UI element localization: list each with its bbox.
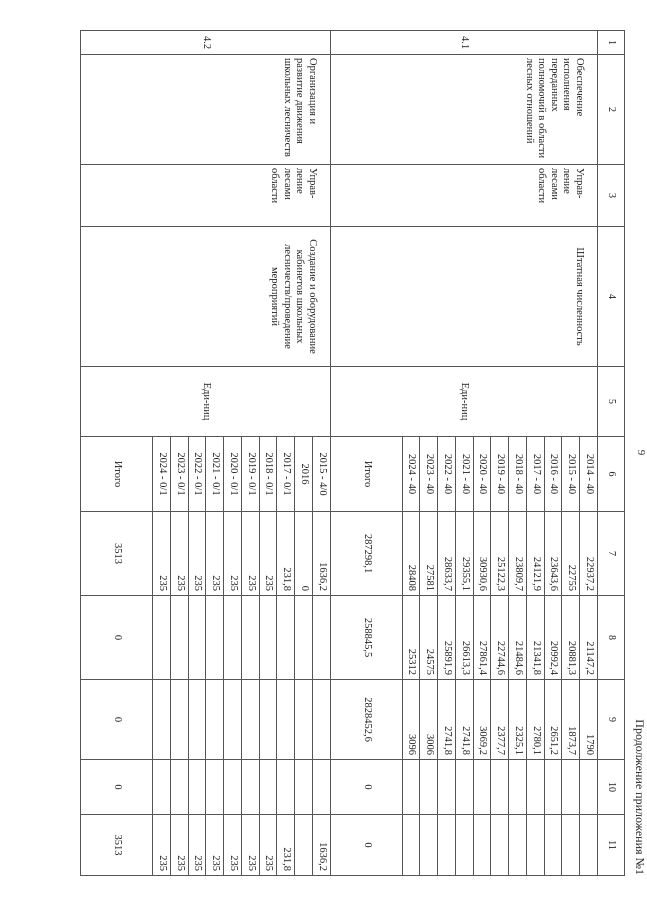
unit: Еди-ниц bbox=[330, 367, 597, 437]
federal-cost bbox=[259, 596, 277, 680]
federal-cost bbox=[242, 596, 260, 680]
local-cost bbox=[313, 760, 331, 815]
other-cost: 3513 bbox=[81, 815, 153, 876]
federal-cost bbox=[313, 596, 331, 680]
local-cost bbox=[153, 760, 171, 815]
local-cost bbox=[562, 760, 580, 815]
year-value: 2022 - 0/1 bbox=[188, 437, 206, 512]
regional-cost: 2741,8 bbox=[456, 680, 474, 760]
total-cost: 1636,2 bbox=[313, 512, 331, 596]
total-cost: 287298,1 bbox=[330, 512, 402, 596]
year-value: 2020 - 0/1 bbox=[224, 437, 242, 512]
year-value: 2015 - 40 bbox=[562, 437, 580, 512]
regional-cost: 2780,1 bbox=[527, 680, 545, 760]
page-number: 9 bbox=[635, 449, 647, 456]
federal-cost: 25312 bbox=[402, 596, 420, 680]
federal-cost bbox=[277, 596, 295, 680]
regional-cost bbox=[295, 680, 313, 760]
total-label: Итого bbox=[81, 437, 153, 512]
regional-cost: 2377,7 bbox=[491, 680, 509, 760]
other-cost: 231,8 bbox=[277, 815, 295, 876]
column-number-4: 4 bbox=[598, 227, 625, 367]
local-cost: 0 bbox=[330, 760, 402, 815]
column-number-2: 2 bbox=[598, 55, 625, 165]
other-cost: 235 bbox=[188, 815, 206, 876]
column-number-8: 8 bbox=[598, 596, 625, 680]
year-value: 2019 - 0/1 bbox=[242, 437, 260, 512]
local-cost bbox=[224, 760, 242, 815]
column-number-1: 1 bbox=[598, 31, 625, 55]
total-cost: 24121,9 bbox=[527, 512, 545, 596]
local-cost bbox=[295, 760, 313, 815]
other-cost bbox=[473, 815, 491, 876]
regional-cost: 1790 bbox=[580, 680, 598, 760]
local-cost bbox=[171, 760, 189, 815]
local-cost bbox=[438, 760, 456, 815]
total-label: Итого bbox=[330, 437, 402, 512]
total-cost: 0 bbox=[295, 512, 313, 596]
federal-cost: 20992,4 bbox=[544, 596, 562, 680]
indicator: Создание и оборудование кабинетов школьных лесничеств/проведение мероприятий bbox=[81, 227, 331, 367]
section-number: 4.1 bbox=[330, 31, 597, 55]
total-cost: 235 bbox=[171, 512, 189, 596]
other-cost: 235 bbox=[153, 815, 171, 876]
regional-cost bbox=[277, 680, 295, 760]
other-cost: 235 bbox=[171, 815, 189, 876]
continuation-header: Продолжение приложения №1 bbox=[633, 719, 647, 875]
column-number-10: 10 bbox=[598, 760, 625, 815]
local-cost bbox=[509, 760, 527, 815]
year-value: 2017 - 0/1 bbox=[277, 437, 295, 512]
federal-cost: 0 bbox=[81, 596, 153, 680]
regional-cost: 1873,7 bbox=[562, 680, 580, 760]
other-cost bbox=[562, 815, 580, 876]
other-cost bbox=[527, 815, 545, 876]
federal-cost bbox=[295, 596, 313, 680]
local-cost bbox=[491, 760, 509, 815]
year-value: 2016 - 40 bbox=[544, 437, 562, 512]
column-number-11: 11 bbox=[598, 815, 625, 876]
other-cost bbox=[295, 815, 313, 876]
other-cost bbox=[402, 815, 420, 876]
regional-cost bbox=[153, 680, 171, 760]
column-number-9: 9 bbox=[598, 680, 625, 760]
executor: Управ-ление лесами области bbox=[81, 165, 331, 227]
total-cost: 25122,3 bbox=[491, 512, 509, 596]
local-cost bbox=[206, 760, 224, 815]
year-value: 2023 - 40 bbox=[420, 437, 438, 512]
regional-cost bbox=[206, 680, 224, 760]
federal-cost: 21484,6 bbox=[509, 596, 527, 680]
local-cost bbox=[242, 760, 260, 815]
total-cost: 235 bbox=[188, 512, 206, 596]
other-cost: 235 bbox=[206, 815, 224, 876]
year-value: 2017 - 40 bbox=[527, 437, 545, 512]
total-cost: 235 bbox=[153, 512, 171, 596]
other-cost bbox=[580, 815, 598, 876]
local-cost bbox=[544, 760, 562, 815]
federal-cost: 27861,4 bbox=[473, 596, 491, 680]
table-body bbox=[81, 31, 598, 876]
year-value: 2019 - 40 bbox=[491, 437, 509, 512]
table-row bbox=[580, 31, 598, 876]
other-cost: 235 bbox=[259, 815, 277, 876]
column-number-7: 7 bbox=[598, 512, 625, 596]
year-value: 2016 bbox=[295, 437, 313, 512]
federal-cost: 24575 bbox=[420, 596, 438, 680]
total-cost: 235 bbox=[259, 512, 277, 596]
regional-cost bbox=[242, 680, 260, 760]
total-cost: 3513 bbox=[81, 512, 153, 596]
federal-cost bbox=[188, 596, 206, 680]
local-cost bbox=[277, 760, 295, 815]
total-cost: 27581 bbox=[420, 512, 438, 596]
federal-cost: 21341,8 bbox=[527, 596, 545, 680]
table-row bbox=[313, 31, 331, 876]
year-value: 2023 - 0/1 bbox=[171, 437, 189, 512]
other-cost: 235 bbox=[242, 815, 260, 876]
local-cost bbox=[420, 760, 438, 815]
regional-cost: 0 bbox=[81, 680, 153, 760]
federal-cost: 25891,9 bbox=[438, 596, 456, 680]
local-cost bbox=[580, 760, 598, 815]
measure-name: Обеспечение исполнения переданных полномочий в области лесных отношений bbox=[330, 55, 597, 165]
regional-cost bbox=[188, 680, 206, 760]
regional-cost: 3069,2 bbox=[473, 680, 491, 760]
total-cost: 235 bbox=[224, 512, 242, 596]
federal-cost bbox=[171, 596, 189, 680]
federal-cost: 21147,2 bbox=[580, 596, 598, 680]
total-cost: 28633,7 bbox=[438, 512, 456, 596]
unit: Еди-ниц bbox=[81, 367, 331, 437]
executor: Управ-ление лесами области bbox=[330, 165, 597, 227]
year-value: 2021 - 40 bbox=[456, 437, 474, 512]
total-cost: 22937,2 bbox=[580, 512, 598, 596]
federal-cost: 20881,3 bbox=[562, 596, 580, 680]
indicator: Штатная численность bbox=[330, 227, 597, 367]
column-number-5: 5 bbox=[598, 367, 625, 437]
regional-cost bbox=[313, 680, 331, 760]
regional-cost: 2741,8 bbox=[438, 680, 456, 760]
federal-cost bbox=[153, 596, 171, 680]
local-cost bbox=[402, 760, 420, 815]
regional-cost: 2828452,6 bbox=[330, 680, 402, 760]
local-cost: 0 bbox=[81, 760, 153, 815]
total-cost: 28408 bbox=[402, 512, 420, 596]
other-cost bbox=[509, 815, 527, 876]
year-value: 2022 - 40 bbox=[438, 437, 456, 512]
year-value: 2018 - 0/1 bbox=[259, 437, 277, 512]
regional-cost bbox=[224, 680, 242, 760]
total-cost: 235 bbox=[206, 512, 224, 596]
total-cost: 30930,6 bbox=[473, 512, 491, 596]
local-cost bbox=[456, 760, 474, 815]
federal-cost bbox=[224, 596, 242, 680]
total-cost: 235 bbox=[242, 512, 260, 596]
year-value: 2021 - 0/1 bbox=[206, 437, 224, 512]
local-cost bbox=[473, 760, 491, 815]
other-cost: 235 bbox=[224, 815, 242, 876]
regional-cost: 3006 bbox=[420, 680, 438, 760]
total-cost: 29355,1 bbox=[456, 512, 474, 596]
total-cost: 23809,7 bbox=[509, 512, 527, 596]
regional-cost: 2651,2 bbox=[544, 680, 562, 760]
other-cost bbox=[544, 815, 562, 876]
federal-cost: 22744,6 bbox=[491, 596, 509, 680]
regional-cost: 3096 bbox=[402, 680, 420, 760]
federal-cost bbox=[206, 596, 224, 680]
column-number-row bbox=[598, 31, 625, 876]
year-value: 2020 - 40 bbox=[473, 437, 491, 512]
total-cost: 231,8 bbox=[277, 512, 295, 596]
total-cost: 23643,6 bbox=[544, 512, 562, 596]
total-cost: 22755 bbox=[562, 512, 580, 596]
year-value: 2024 - 40 bbox=[402, 437, 420, 512]
federal-cost: 26613,3 bbox=[456, 596, 474, 680]
year-value: 2014 - 40 bbox=[580, 437, 598, 512]
rotated-table-region bbox=[80, 30, 647, 875]
other-cost bbox=[456, 815, 474, 876]
year-value: 2018 - 40 bbox=[509, 437, 527, 512]
federal-cost: 258845,5 bbox=[330, 596, 402, 680]
measure-name: Организация и развитие движения школьных лесничеств bbox=[81, 55, 331, 165]
other-cost: 1636,2 bbox=[313, 815, 331, 876]
column-number-6: 6 bbox=[598, 437, 625, 512]
column-number-3: 3 bbox=[598, 165, 625, 227]
local-cost bbox=[527, 760, 545, 815]
regional-cost: 2325,1 bbox=[509, 680, 527, 760]
regional-cost bbox=[171, 680, 189, 760]
other-cost bbox=[438, 815, 456, 876]
regional-cost bbox=[259, 680, 277, 760]
local-cost bbox=[259, 760, 277, 815]
year-value: 2015 - 4/0 bbox=[313, 437, 331, 512]
year-value: 2024 - 0/1 bbox=[153, 437, 171, 512]
other-cost bbox=[420, 815, 438, 876]
other-cost bbox=[491, 815, 509, 876]
other-cost: 0 bbox=[330, 815, 402, 876]
program-table bbox=[80, 30, 625, 876]
local-cost bbox=[188, 760, 206, 815]
section-number: 4.2 bbox=[81, 31, 331, 55]
